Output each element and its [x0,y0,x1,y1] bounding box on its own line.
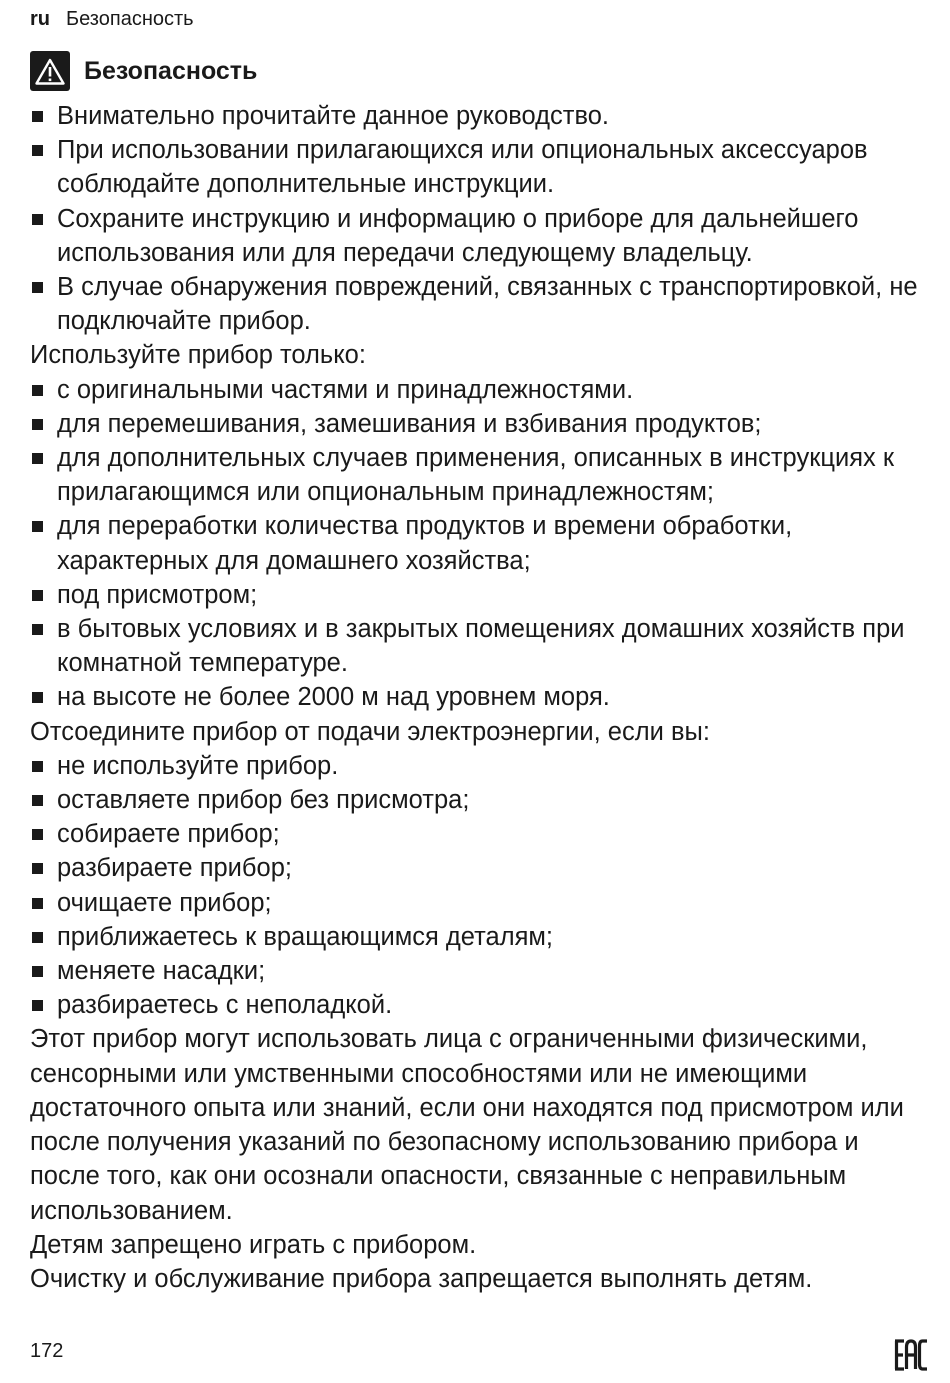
list-item: очищаете прибор; [30,886,935,920]
header-section-name: Безопасность [66,8,194,30]
eac-mark-icon [893,1338,929,1377]
section-title: Безопасность [84,56,258,85]
page-header [30,8,194,31]
list-item: для перемешивания, замешивания и взбивания продуктов; [30,407,935,441]
disconnect-list [30,749,935,1023]
children-play-paragraph: Детям запрещено играть с прибором. [30,1230,477,1259]
list-item: для переработки количества продуктов и времени обработки, характерных для домашнего хозяйства; [30,509,935,577]
safety-content [30,99,935,1296]
warning-triangle-icon [30,51,70,91]
list-item: Сохраните инструкцию и информацию о приборе для дальнейшего использования или для передачи следующему владельцу. [30,202,935,270]
list-item: с оригинальными частями и принадлежностями. [30,373,935,407]
list-item: для дополнительных случаев применения, описанных в инструкциях к прилагающимся или опциональным принадлежностям; [30,441,935,509]
list-item: разбираете прибор; [30,851,935,885]
list-item: в бытовых условиях и в закрытых помещениях домашних хозяйств при комнатной температуре. [30,612,935,680]
capability-paragraph: Этот прибор могут использовать лица с ограниченными физическими, сенсорными или умственными способностями или не имеющими достаточного опыта или знаний, если они находятся под присмотром или после получения указаний по безопасному использованию прибора и после того, как они осознали опасности, связанные с неправильным использованием. [30,1025,904,1225]
list-item: оставляете прибор без присмотра; [30,783,935,817]
list-item: Внимательно прочитайте данное руководство. [30,99,935,133]
section-heading [30,50,257,92]
use-only-list [30,373,935,715]
list-item: приближаетесь к вращающимся деталям; [30,920,935,954]
list-item: на высоте не более 2000 м над уровнем моря. [30,680,935,714]
use-only-heading: Используйте прибор только: [30,341,366,370]
list-item: В случае обнаружения повреждений, связанных с транспортировкой, не подключайте прибор. [30,270,935,338]
list-item: не используйте прибор. [30,749,935,783]
list-item: разбираетесь с неполадкой. [30,988,935,1022]
intro-bullet-list [30,99,935,338]
language-code: ru [30,8,50,30]
list-item: собираете прибор; [30,817,935,851]
list-item: меняете насадки; [30,954,935,988]
disconnect-heading: Отсоедините прибор от подачи электроэнергии, если вы: [30,717,710,746]
list-item: под присмотром; [30,578,935,612]
list-item: При использовании прилагающихся или опциональных аксессуаров соблюдайте дополнительные инструкции. [30,133,935,201]
children-cleaning-paragraph: Очистку и обслуживание прибора запрещается выполнять детям. [30,1264,813,1293]
page-number: 172 [30,1340,64,1362]
